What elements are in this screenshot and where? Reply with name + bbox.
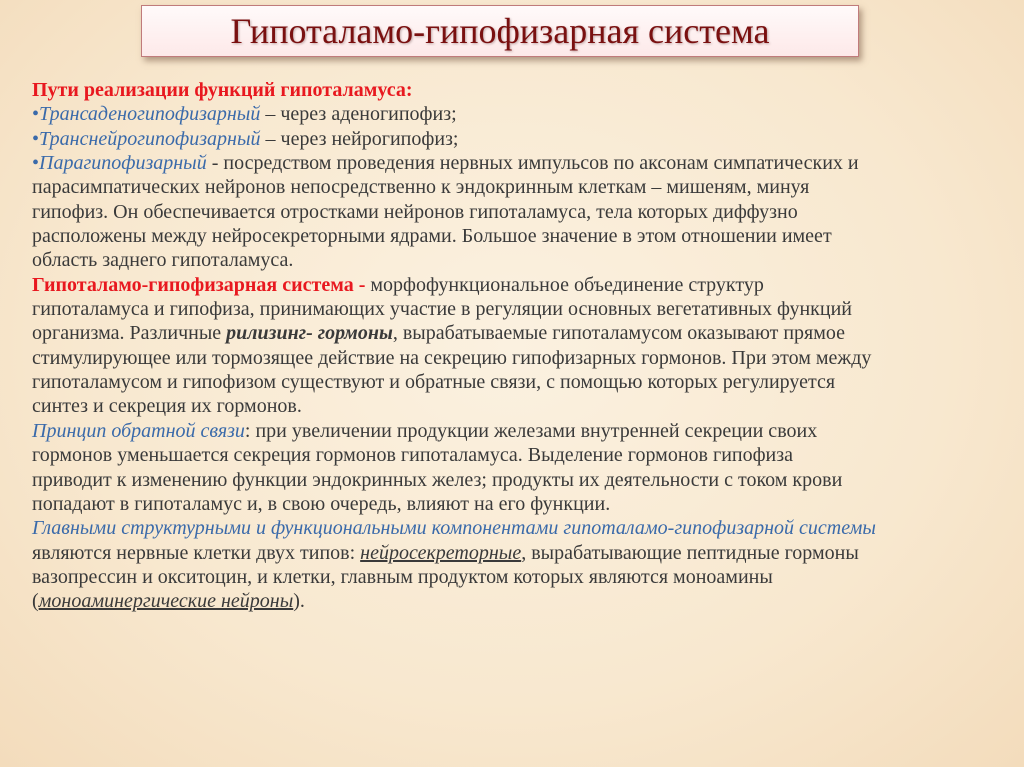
bullet-text: – через аденогипофиз; [260,103,457,126]
heading-system: Гипоталамо-гипофизарная система - [32,273,366,296]
text-line: парасимпатических нейронов непосредственно к эндокринным клеткам – мишеням, минуя [32,176,810,199]
bullet-item [32,151,997,175]
text-line: вазопрессин и окситоцин, и клетки, главным продуктом которых являются моноамины [32,565,773,588]
text-line: область заднего гипоталамуса. [32,249,294,272]
text-line: попадают в гипоталамус и, в свою очередь, влияют на его функции. [32,492,611,515]
heading-pathways: Пути реализации функций гипоталамуса: [32,79,413,101]
text-line: гипоталамуса и гипофиза, принимающих участие в регуляции основных вегетативных функций [32,298,853,321]
neurosecretory-line [32,541,997,565]
releasing-hormones-line [32,321,997,345]
monoaminergic-term: моноаминергические нейроны [38,590,294,613]
feedback-line [32,419,997,443]
bullet-text: - посредством проведения нервных импульсов по аксонам симпатических и [206,152,859,175]
bullet-marker: • [32,127,40,150]
text-line: стимулирующее или тормозящее действие на секрецию гипофизарных гормонов. При этом между [32,346,872,369]
text-fragment: являются нервные клетки двух типов: [32,541,361,564]
slide-title: Гипоталамо-гипофизарная система [230,11,770,51]
system-definition-line [32,273,997,297]
bullet-term: Транснейрогипофизарный [39,127,261,150]
bullet-term: Парагипофизарный [39,152,207,175]
slide-body [32,78,997,614]
bullet-item [32,102,997,126]
feedback-term: Принцип обратной связи [32,419,245,442]
releasing-hormones-term: рилизинг- гормоны [226,322,393,345]
bullet-marker: • [32,152,40,175]
bullet-term: Трансаденогипофизарный [39,103,261,126]
title-box [141,5,859,57]
neurosecretory-term: нейросекреторные [360,541,522,564]
text-line: гипофиз. Он обеспечивается отростками нейронов гипоталамуса, тела которых диффузно [32,200,798,223]
text-fragment: ( [32,590,39,613]
text-fragment: , вырабатывающие пептидные гормоны [521,541,859,564]
bullet-text: – через нейрогипофиз; [260,127,459,150]
text-line: расположены между нейросекреторными ядрами. Большое значение в этом отношении имеет [32,225,832,248]
text-line: приводит к изменению функции эндокринных желез; продукты их деятельности с током крови [32,468,843,491]
text-fragment: ). [293,590,305,613]
bullet-marker: • [32,103,40,126]
text-fragment: , вырабатываемые гипоталамусом оказывают прямое [392,322,846,345]
text-fragment: организма. Различные [32,322,227,345]
text-line: гипоталамусом и гипофизом существуют и обратные связи, с помощью которых регулируется [32,371,836,394]
text-line: синтез и секреция их гормонов. [32,395,302,418]
monoaminergic-line [32,589,997,613]
text-line: гормонов уменьшается секреция гормонов гипоталамуса. Выделение гормонов гипофиза [32,444,794,467]
bullet-item [32,127,997,151]
text-fragment: морфофункциональное объединение структур [365,273,764,296]
text-fragment: : при увеличении продукции железами внутренней секреции своих [244,419,818,442]
components-term: Главными структурными и функциональными компонентами гипоталамо-гипофизарной системы [32,517,876,540]
